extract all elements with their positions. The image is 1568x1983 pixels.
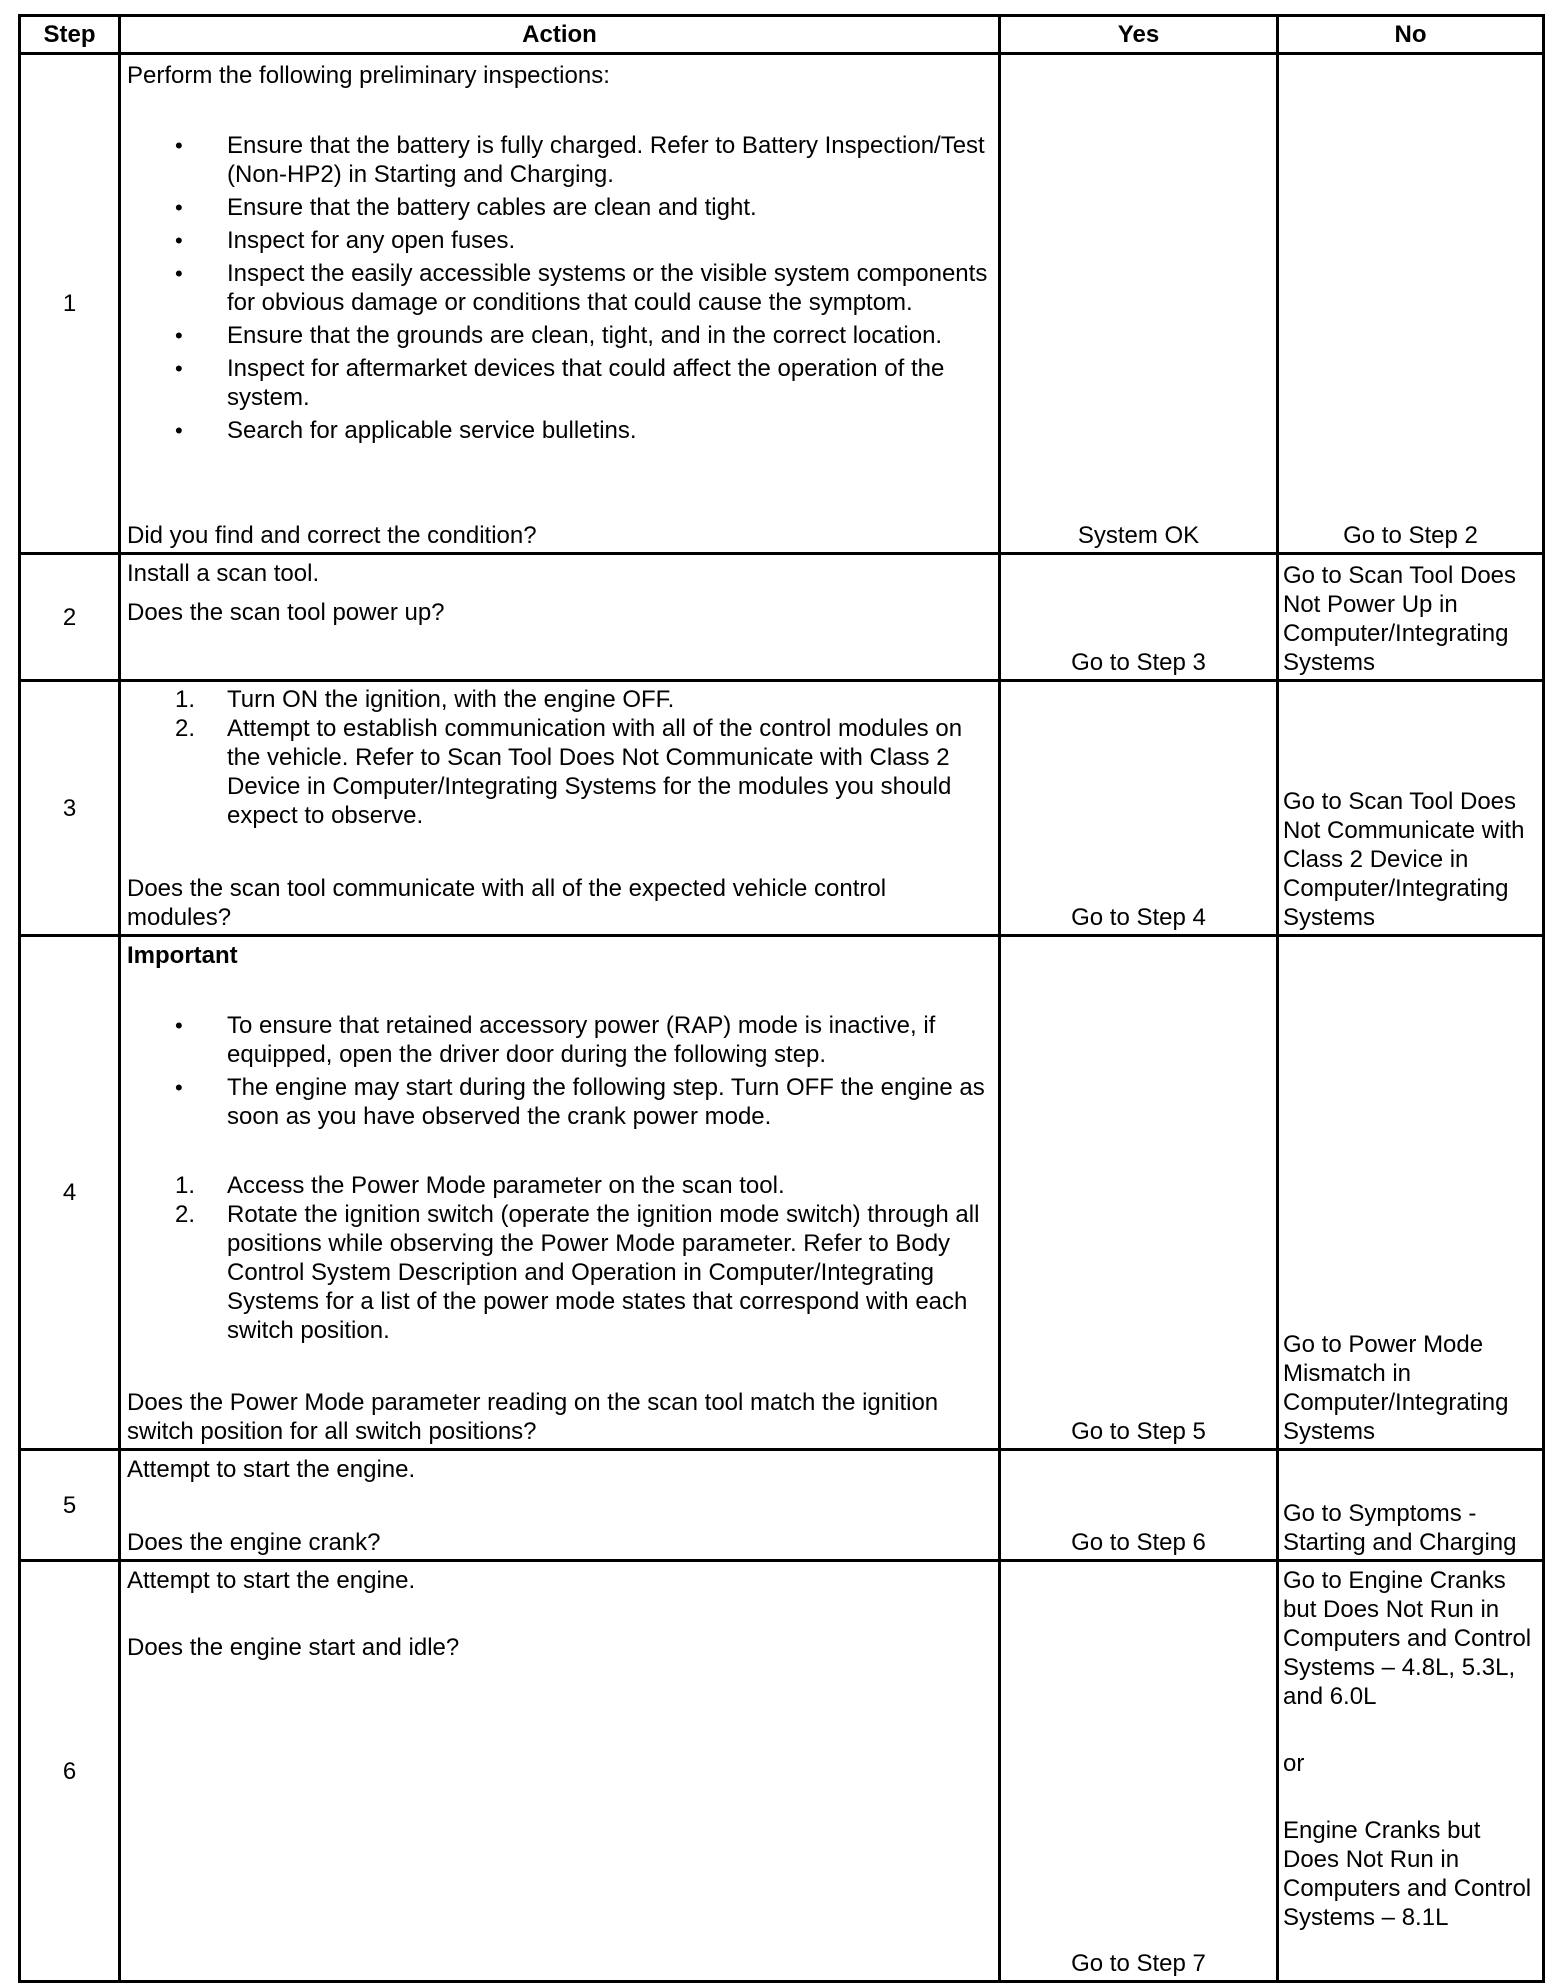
step-number: 6 (20, 1561, 120, 1982)
header-yes: Yes (1000, 16, 1278, 54)
yes-result: Go to Step 5 (1000, 936, 1278, 1450)
no-result-option-1: Go to Engine Cranks but Does Not Run in Computers and Control Systems – 4.8L, 5.3L, and 6.0L (1283, 1567, 1532, 1710)
yes-result: Go to Step 3 (1000, 554, 1278, 681)
inspection-list (127, 131, 992, 445)
table-row-step-2 (20, 554, 1544, 681)
action-question: Does the engine crank? (127, 1529, 381, 1556)
list-item: • Ensure that the battery cables are clean and tight. (175, 194, 757, 221)
action-intro: Perform the following preliminary inspections: (127, 62, 610, 89)
no-result: Go to Scan Tool Does Not Power Up in Computer/Integrating Systems (1278, 554, 1544, 681)
list-item: • Inspect for aftermarket devices that could affect the operation of the system. (175, 355, 945, 411)
step-number: 3 (20, 681, 120, 936)
step-number: 2 (20, 554, 120, 681)
procedure-list (127, 685, 992, 830)
action-cell (120, 1450, 1000, 1561)
step-number: 5 (20, 1450, 120, 1561)
action-cell (120, 681, 1000, 936)
action-question: Does the scan tool communicate with all of the expected vehicle control modules? (127, 875, 887, 931)
list-item: 1. Turn ON the ignition, with the engine OFF. (175, 686, 675, 713)
step-number: 1 (20, 54, 120, 554)
no-result (1278, 1561, 1544, 1982)
bullet-icon: • (175, 195, 183, 220)
bullet-icon: • (175, 228, 183, 253)
no-result: Go to Step 2 (1278, 54, 1544, 554)
yes-result: System OK (1000, 54, 1278, 554)
list-item: • Inspect the easily accessible systems or the visible system components for obvious damage or conditions that could cause the symptom. (175, 260, 988, 316)
diagnostic-table-sheet (18, 14, 1542, 1977)
action-question: Did you find and correct the condition? (127, 522, 537, 549)
bullet-icon: • (175, 261, 183, 286)
important-heading: Important (127, 942, 238, 969)
no-result-option-2: Engine Cranks but Does Not Run in Computers and Control Systems – 8.1L (1283, 1817, 1532, 1931)
table-row-step-3 (20, 681, 1544, 936)
yes-result: Go to Step 7 (1000, 1561, 1278, 1982)
no-result-or: or (1283, 1750, 1305, 1777)
table-row-step-1 (20, 54, 1544, 554)
list-item: • Ensure that the grounds are clean, tight, and in the correct location. (175, 322, 943, 349)
action-question: Does the Power Mode parameter reading on the scan tool match the ignition switch position for all switch positions? (127, 1389, 939, 1445)
action-intro: Attempt to start the engine. (127, 1456, 416, 1483)
list-item: • The engine may start during the following step. Turn OFF the engine as soon as you have observed the crank power mode. (175, 1074, 985, 1130)
table-row-step-6 (20, 1561, 1544, 1982)
action-cell (120, 554, 1000, 681)
step-num: 1. (175, 1172, 196, 1199)
important-notes-list (127, 1011, 992, 1131)
action-question: Does the scan tool power up? (127, 599, 445, 626)
step-number: 4 (20, 936, 120, 1450)
bullet-icon: • (175, 133, 183, 158)
step-num: 2. (175, 1201, 196, 1228)
action-intro: Install a scan tool. (127, 560, 320, 587)
list-item: 2. Attempt to establish communication with all of the control modules on the vehicle. Refer to Scan Tool Does Not Communicate with Class 2 Device in Computer/Integrating Systems for the modules you should expect to observe. (175, 715, 963, 829)
table-row-step-4 (20, 936, 1544, 1450)
header-no: No (1278, 16, 1544, 54)
list-item: 2. Rotate the ignition switch (operate the ignition mode switch) through all positions while observing the Power Mode parameter. Refer to Body Control System Description and Operation in Computer/Integrating Systems for a list of the power mode states that correspond with each switch position. (175, 1201, 980, 1344)
action-question: Does the engine start and idle? (127, 1634, 460, 1661)
bullet-icon: • (175, 418, 183, 443)
bullet-icon: • (175, 356, 183, 381)
list-item: • Inspect for any open fuses. (175, 227, 516, 254)
bullet-icon: • (175, 1013, 183, 1038)
no-result: Go to Scan Tool Does Not Communicate with Class 2 Device in Computer/Integrating Systems (1278, 681, 1544, 936)
yes-result: Go to Step 4 (1000, 681, 1278, 936)
bullet-icon: • (175, 323, 183, 348)
header-row (20, 16, 1544, 54)
bullet-icon: • (175, 1075, 183, 1100)
action-cell (120, 1561, 1000, 1982)
diagnostic-table (18, 14, 1545, 1983)
header-step: Step (20, 16, 120, 54)
no-result: Go to Symptoms - Starting and Charging (1278, 1450, 1544, 1561)
yes-result: Go to Step 6 (1000, 1450, 1278, 1561)
action-intro: Attempt to start the engine. (127, 1567, 416, 1594)
list-item: 1. Access the Power Mode parameter on the scan tool. (175, 1172, 785, 1199)
no-result: Go to Power Mode Mismatch in Computer/Integrating Systems (1278, 936, 1544, 1450)
header-action: Action (120, 16, 1000, 54)
list-item: • Search for applicable service bulletins. (175, 417, 637, 444)
step-num: 2. (175, 715, 196, 742)
action-cell (120, 936, 1000, 1450)
list-item: • Ensure that the battery is fully charged. Refer to Battery Inspection/Test (Non-HP2) in Starting and Charging. (175, 132, 985, 188)
list-item: • To ensure that retained accessory power (RAP) mode is inactive, if equipped, open the driver door during the following step. (175, 1012, 936, 1068)
table-row-step-5 (20, 1450, 1544, 1561)
procedure-list (127, 1171, 992, 1345)
step-num: 1. (175, 686, 196, 713)
action-cell (120, 54, 1000, 554)
